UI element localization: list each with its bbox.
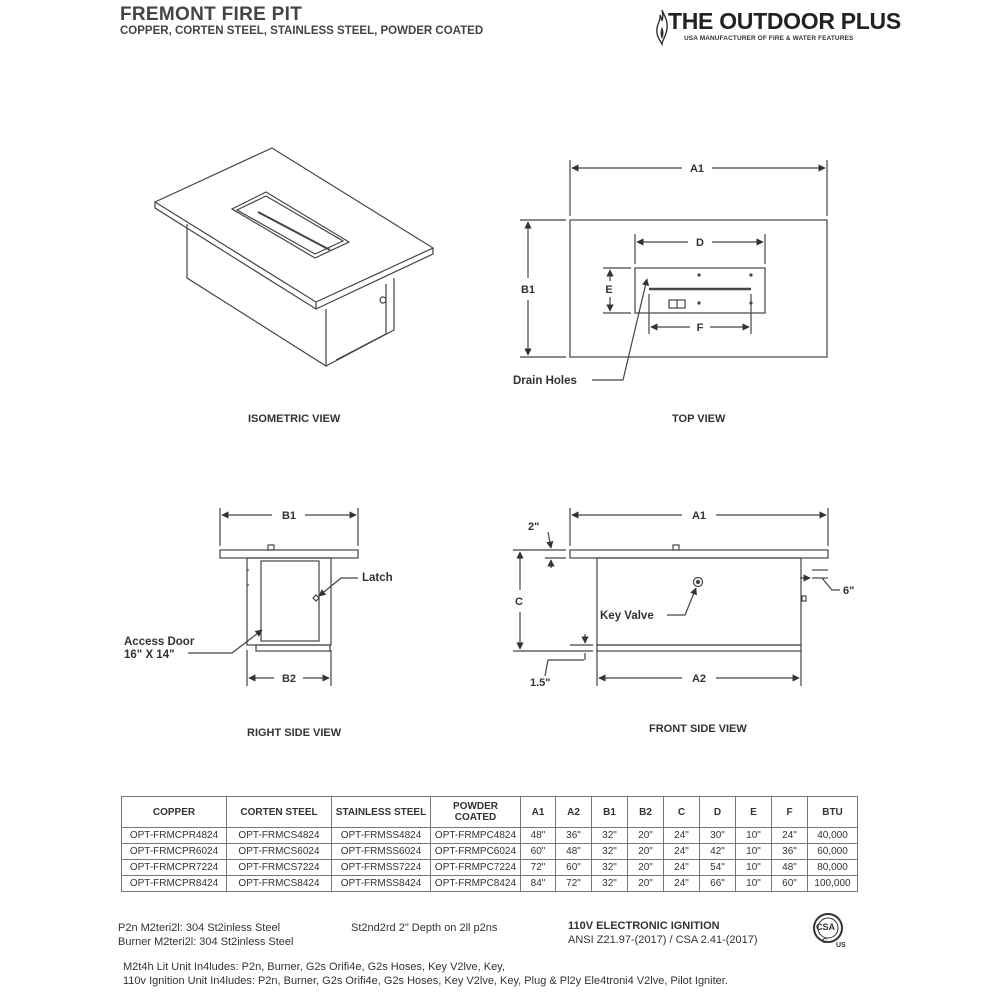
ignition-standard: ANSI Z21.97-(2017) / CSA 2.41-(2017) [568,934,758,946]
pan-material-note: P2n M2teri2l: 304 St2inless Steel [118,922,281,934]
col-header: BTU [808,797,858,828]
table-cell: 24" [664,860,700,876]
brand-tagline: USA MANUFACTURER OF FIRE & WATER FEATURES [684,35,854,42]
spec-table-header [122,797,858,828]
dim-f: F [696,322,704,334]
table-cell: 32" [592,876,628,892]
right-side-view-drawing [188,508,358,686]
dim-1-5in: 1.5" [530,677,551,689]
table-cell: 48" [521,828,556,844]
top-view-label: TOP VIEW [672,413,726,425]
table-cell: OPT-FRMSS8424 [332,876,431,892]
table-cell: OPT-FRMCS6024 [227,844,332,860]
table-cell: 10" [736,876,772,892]
front-side-view-label: FRONT SIDE VIEW [649,723,747,735]
table-cell: 20" [628,860,664,876]
dim-b2: B2 [281,673,297,685]
table-cell: 30" [700,828,736,844]
table-cell: 60,000 [808,844,858,860]
col-header: COPPER [122,797,227,828]
table-cell: OPT-FRMCS7224 [227,860,332,876]
table-row [122,828,858,844]
spec-table [121,796,858,892]
dim-b1-top: B1 [520,284,536,296]
table-cell: 24" [664,844,700,860]
page-title: FREMONT FIRE PIT [120,4,303,25]
table-cell: 60" [772,876,808,892]
table-cell: OPT-FRMCS8424 [227,876,332,892]
table-cell: OPT-FRMCPR8424 [122,876,227,892]
table-cell: 72" [521,860,556,876]
table-cell: OPT-FRMPC7224 [431,860,521,876]
table-row [122,860,858,876]
key-valve-label: Key Valve [600,610,654,622]
table-cell: OPT-FRMCS4824 [227,828,332,844]
table-cell: 80,000 [808,860,858,876]
table-cell: 84" [521,876,556,892]
table-cell: OPT-FRMPC8424 [431,876,521,892]
table-cell: 36" [772,844,808,860]
table-cell: 72" [556,876,592,892]
col-header: B2 [628,797,664,828]
table-cell: 20" [628,844,664,860]
col-header: A2 [556,797,592,828]
col-header: POWDER COATED [431,797,521,828]
isometric-view-label: ISOMETRIC VIEW [248,413,341,425]
table-cell: 66" [700,876,736,892]
isometric-view-drawing [155,148,433,366]
table-cell: 60" [521,844,556,860]
page-subtitle: COPPER, CORTEN STEEL, STAINLESS STEEL, POWDER COATED [120,25,484,37]
table-row [122,844,858,860]
dim-a1-top: A1 [689,163,705,175]
col-header: A1 [521,797,556,828]
table-cell: 48" [556,844,592,860]
table-cell: 32" [592,828,628,844]
right-side-view-label: RIGHT SIDE VIEW [247,727,342,739]
dim-b1-side: B1 [281,510,297,522]
dim-6in: 6" [843,585,855,597]
front-side-view-drawing [513,508,840,686]
access-door-size: 16" X 14" [124,649,175,661]
depth-note: St2nd2rd 2" Depth on 2ll p2ns [351,922,498,934]
csa-mark-text: CSA [816,922,836,932]
table-cell: 10" [736,844,772,860]
table-cell: 24" [664,828,700,844]
table-cell: 24" [772,828,808,844]
table-cell: OPT-FRMSS7224 [332,860,431,876]
table-cell: 40,000 [808,828,858,844]
table-cell: 54" [700,860,736,876]
col-header: F [772,797,808,828]
table-cell: 24" [664,876,700,892]
ignition-unit-note: 110v Ignition Unit In4ludes: P2n, Burner, G2s Orifi4e, G2s Hoses, Key V2lve, Key, Plug & Pl2y Ele4troni4 V2lve, Pilot Igniter. [123,975,728,987]
table-row [122,876,858,892]
table-cell: 32" [592,844,628,860]
csa-certification-icon [806,910,850,957]
dim-e: E [605,284,613,296]
table-cell: 36" [556,828,592,844]
table-cell: 32" [592,860,628,876]
dim-c: C [515,596,523,608]
cert-us-label: US [836,942,846,949]
table-cell: OPT-FRMCPR7224 [122,860,227,876]
cert-c-label: C [822,938,828,945]
table-cell: 100,000 [808,876,858,892]
table-cell: OPT-FRMCPR4824 [122,828,227,844]
table-cell: OPT-FRMSS6024 [332,844,431,860]
table-cell: 10" [736,860,772,876]
col-header: B1 [592,797,628,828]
ignition-title: 110V ELECTRONIC IGNITION [568,920,720,932]
dim-a1-front: A1 [691,510,707,522]
col-header: CORTEN STEEL [227,797,332,828]
table-cell: OPT-FRMPC4824 [431,828,521,844]
dim-d: D [696,237,704,249]
dim-2in: 2" [528,521,540,533]
access-door-label: Access Door [124,636,195,648]
col-header: E [736,797,772,828]
table-cell: 48" [772,860,808,876]
table-cell: OPT-FRMSS4824 [332,828,431,844]
col-header: D [700,797,736,828]
table-cell: OPT-FRMPC6024 [431,844,521,860]
col-header: STAINLESS STEEL [332,797,431,828]
drain-holes-label: Drain Holes [513,375,577,387]
match-lit-note: M2t4h Lit Unit In4ludes: P2n, Burner, G2s Orifi4e, G2s Hoses, Key V2lve, Key, [123,961,505,973]
dim-a2: A2 [691,673,707,685]
brand-name: THE OUTDOOR PLUS [668,8,901,34]
table-cell: 60" [556,860,592,876]
latch-label: Latch [362,572,393,584]
burner-material-note: Burner M2teri2l: 304 St2inless Steel [118,936,294,948]
table-cell: 20" [628,828,664,844]
col-header: C [664,797,700,828]
table-cell: 20" [628,876,664,892]
table-cell: 42" [700,844,736,860]
top-view-drawing [520,160,827,380]
table-cell: 10" [736,828,772,844]
table-cell: OPT-FRMCPR6024 [122,844,227,860]
